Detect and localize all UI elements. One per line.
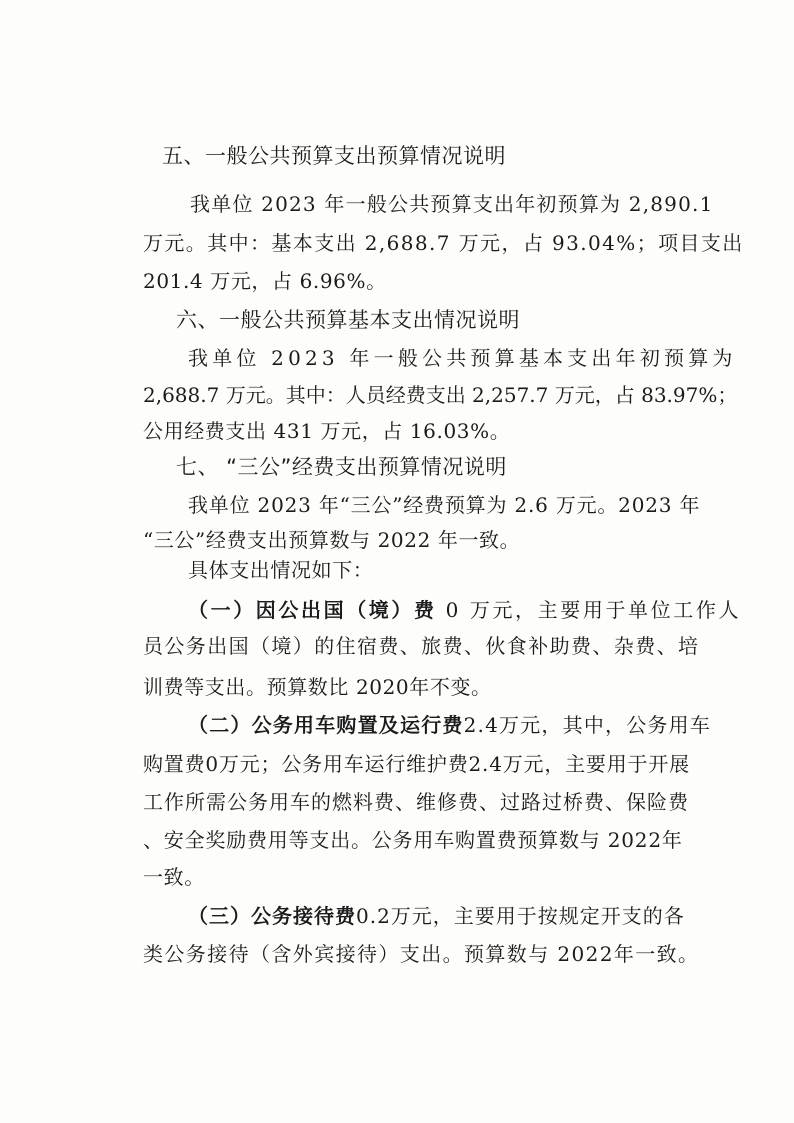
section-7-line-2: “三公”经费支出预算数与 2022 年一致。: [143, 528, 521, 552]
item-1-line-3: 训费等支出。预算数比 2020年不变。: [143, 675, 492, 699]
item-3-line-1-text: 0.2万元，主要用于按规定开支的各: [356, 904, 685, 928]
section-6-line-2: 2,688.7 万元。其中：人员经费支出 2,257.7 万元，占 83.97%；: [143, 383, 738, 407]
item-2-line-2: 购置费0万元；公务用车运行维护费2.4万元，主要用于开展: [143, 752, 690, 776]
item-1-title: （一）因公出国（境）费: [188, 598, 437, 622]
item-1-line-1-text: 0 万元，主要用于单位工作人: [436, 598, 742, 622]
section-6-line-1: 我单位 2023 年一般公共预算基本支出年初预算为: [188, 346, 737, 370]
item-3-line-1: [188, 901, 685, 931]
section-5-line-1: 我单位 2023 年一般公共预算支出年初预算为 2,890.1: [190, 192, 714, 216]
item-2-line-1-text: 2.4万元，其中，公务用车: [463, 713, 712, 737]
item-1-line-2: 员公务出国（境）的住宿费、旅费、伙食补助费、杂费、培: [143, 634, 700, 658]
item-2-line-3: 工作所需公务用车的燃料费、维修费、过路过桥费、保险费: [143, 790, 689, 814]
section-6-heading: 六、一般公共预算基本支出情况说明: [176, 308, 520, 332]
item-3-line-2: 类公务接待（含外宾接待）支出。预算数与 2022年一致。: [143, 942, 700, 966]
item-2-line-1: [188, 710, 711, 740]
section-7-line-1: 我单位 2023 年“三公”经费预算为 2.6 万元。2023 年: [188, 493, 701, 517]
item-2-title: （二）公务用车购置及运行费: [188, 713, 464, 737]
section-7-heading: 七、 “三公”经费支出预算情况说明: [176, 455, 507, 479]
item-1-line-1: [188, 595, 741, 625]
section-7-line-3: 具体支出情况如下：: [188, 558, 374, 582]
section-5-heading: 五、一般公共预算支出预算情况说明: [162, 144, 506, 168]
item-2-line-4: 、安全奖励费用等支出。公务用车购置费预算数与 2022年: [143, 828, 683, 852]
item-2-line-5: 一致。: [143, 865, 205, 889]
section-5-line-3: 201.4 万元，占 6.96%。: [143, 269, 387, 293]
section-5-line-2: 万元。其中：基本支出 2,688.7 万元，占 93.04%；项目支出: [143, 231, 744, 255]
item-3-title: （三）公务接待费: [188, 904, 356, 928]
section-6-line-3: 公用经费支出 431 万元，占 16.03%。: [143, 419, 511, 443]
